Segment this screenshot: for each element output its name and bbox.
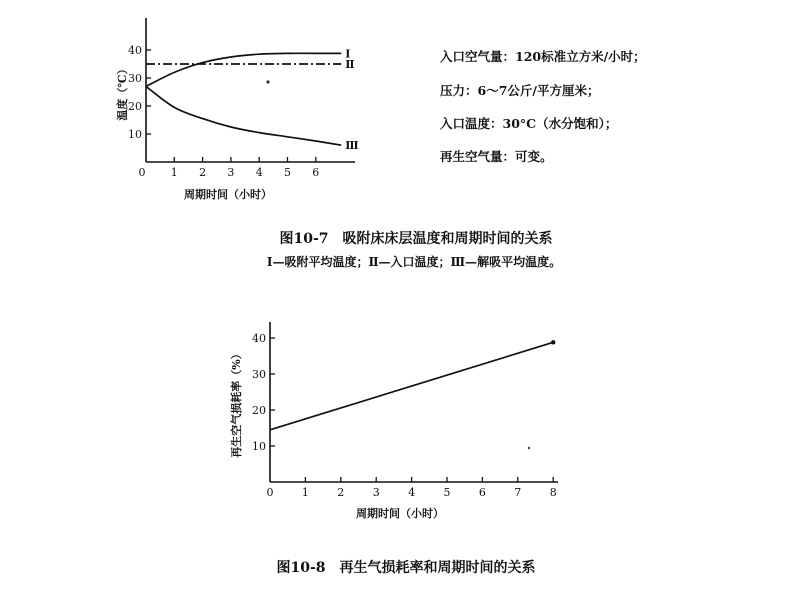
chart-10-7-notes bbox=[440, 49, 646, 164]
figure-legend: Ⅰ—吸附平均温度；Ⅱ—入口温度；Ⅲ—解吸平均温度。 bbox=[266, 255, 562, 269]
x-tick-label: 2 bbox=[337, 486, 345, 499]
x-tick-label: 3 bbox=[372, 486, 380, 499]
x-tick-label: 5 bbox=[284, 166, 291, 179]
series-label: Ⅰ bbox=[345, 47, 351, 61]
x-tick-label: 4 bbox=[408, 486, 416, 499]
y-tick-label: 40 bbox=[252, 332, 266, 345]
chart-10-7 bbox=[115, 18, 359, 201]
series-line-1 bbox=[146, 53, 341, 86]
y-tick-label: 10 bbox=[252, 440, 266, 453]
x-tick-label: 7 bbox=[514, 486, 522, 499]
x-tick-label: 4 bbox=[255, 166, 263, 179]
x-axis-title: 周期时间（小时） bbox=[184, 188, 272, 201]
series-line-1 bbox=[270, 342, 553, 429]
x-axis-title: 周期时间（小时） bbox=[356, 507, 444, 520]
y-tick-label: 10 bbox=[128, 128, 142, 141]
series-label: Ⅱ bbox=[345, 58, 355, 71]
x-tick-label: 6 bbox=[312, 166, 320, 179]
series-end-point bbox=[551, 340, 555, 344]
x-tick-label: 2 bbox=[199, 166, 207, 179]
y-tick-label: 20 bbox=[128, 100, 142, 113]
speck bbox=[266, 80, 269, 83]
figure-caption: 图10-8 再生气损耗率和周期时间的关系 bbox=[276, 560, 536, 576]
y-tick-label: 30 bbox=[128, 72, 142, 85]
note-line: 入口温度：30°C（水分饱和）； bbox=[440, 116, 618, 131]
x-tick-label: 1 bbox=[301, 486, 309, 499]
speck bbox=[528, 447, 530, 449]
note-line: 再生空气量：可变。 bbox=[440, 149, 553, 164]
series-line-3 bbox=[146, 86, 341, 145]
x-tick-label: 0 bbox=[266, 486, 274, 499]
note-line: 入口空气量：120标准立方米/小时； bbox=[440, 49, 646, 64]
chart-10-8 bbox=[229, 322, 558, 520]
x-tick-label: 6 bbox=[478, 486, 486, 499]
y-axis-title: 温度（℃） bbox=[116, 63, 129, 121]
figure-caption: 图10-7 吸附床床层温度和周期时间的关系 bbox=[279, 231, 553, 247]
y-tick-label: 20 bbox=[252, 404, 266, 417]
y-tick-label: 40 bbox=[128, 44, 142, 57]
y-tick-label: 30 bbox=[252, 368, 266, 381]
x-tick-label: 0 bbox=[138, 166, 146, 179]
x-tick-label: 5 bbox=[443, 486, 451, 499]
series-label: Ⅲ bbox=[345, 139, 359, 153]
x-tick-label: 3 bbox=[227, 166, 235, 179]
y-axis-title: 再生空气损耗率（%） bbox=[230, 348, 243, 458]
x-tick-label: 1 bbox=[170, 166, 178, 179]
x-tick-label: 8 bbox=[549, 486, 557, 499]
note-line: 压力：6～7公斤/平方厘米； bbox=[440, 83, 600, 98]
